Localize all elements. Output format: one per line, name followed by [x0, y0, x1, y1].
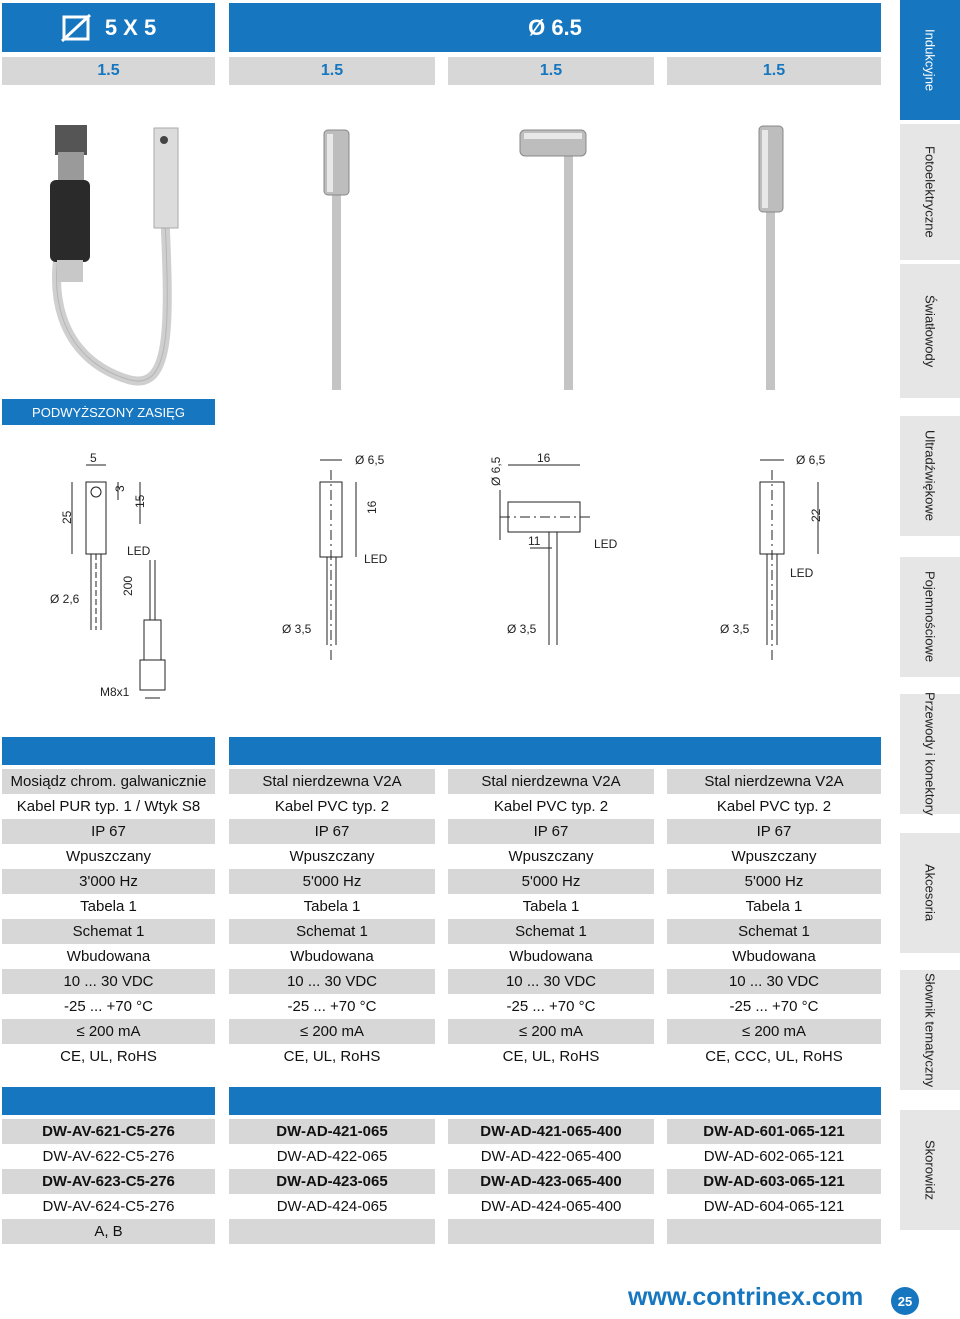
range-3: 1.5: [448, 57, 654, 85]
spec-voltage: 10 ... 30 VDC: [667, 969, 881, 994]
spec-approvals: CE, UL, RoHS: [502, 1048, 600, 1065]
spec-schema: Schemat 1: [229, 919, 435, 944]
spec-current: ≤ 200 mA: [448, 1019, 654, 1044]
d1-a: 3: [113, 485, 127, 492]
d2-len: 16: [365, 500, 379, 514]
d2-dia: Ø 6,5: [355, 453, 385, 467]
spec-material: Stal nierdzewna V2A: [667, 769, 881, 794]
technical-drawings: [0, 440, 895, 720]
spec-cable: Kabel PUR typ. 1 / Wtyk S8: [16, 798, 201, 815]
d3-cable: Ø 3,5: [507, 622, 537, 636]
spec-temperature: -25 ... +70 °C: [64, 998, 153, 1015]
d4-cable: Ø 3,5: [720, 622, 750, 636]
spec-bar-2: [229, 737, 881, 765]
spec-table: Tabela 1: [303, 898, 361, 915]
spec-material: Stal nierdzewna V2A: [448, 769, 654, 794]
spec-frequency: 3'000 Hz: [2, 869, 215, 894]
spec-material: Mosiądz chrom. galwanicznie: [2, 769, 215, 794]
spec-mounting: Wpuszczany: [508, 848, 594, 865]
part-filler: [229, 1219, 435, 1244]
spec-voltage: 10 ... 30 VDC: [2, 969, 215, 994]
spec-cable: Kabel PVC typ. 2: [274, 798, 390, 815]
parts-column-4: [667, 1119, 881, 1244]
spec-protection: IP 67: [448, 819, 654, 844]
spec-cable: Kabel PVC typ. 2: [716, 798, 832, 815]
part-number: DW-AD-423-065: [229, 1169, 435, 1194]
tab-capacitive[interactable]: [900, 557, 960, 677]
specs-column-2: [229, 769, 435, 1069]
parts-bar-1: [2, 1087, 215, 1115]
spec-protection: IP 67: [667, 819, 881, 844]
d1-cable: 200: [121, 575, 135, 596]
part-number: DW-AD-422-065-400: [480, 1148, 622, 1165]
parts-column-3: [448, 1119, 654, 1244]
spec-schema: Schemat 1: [448, 919, 654, 944]
spec-voltage: 10 ... 30 VDC: [448, 969, 654, 994]
d3-dia: Ø 6,5: [489, 456, 503, 486]
range-2: 1.5: [229, 57, 435, 85]
spec-led: Wbudowana: [290, 948, 374, 965]
header-right-title: Ø 6.5: [528, 14, 582, 40]
tab-index[interactable]: [900, 1110, 960, 1230]
header-right: [229, 3, 881, 52]
spec-table: Tabela 1: [522, 898, 580, 915]
range-4: 1.5: [667, 57, 881, 85]
d1-dia: Ø 2,6: [50, 592, 80, 606]
spec-table: Tabela 1: [745, 898, 803, 915]
tab-inductive[interactable]: [900, 0, 960, 120]
spec-protection: IP 67: [2, 819, 215, 844]
tab-label: Przewody i konektory: [922, 692, 938, 816]
spec-led: Wbudowana: [509, 948, 593, 965]
product-photos: [0, 90, 895, 400]
d1-conn: M8x1: [100, 685, 130, 699]
spec-mounting: Wpuszczany: [731, 848, 817, 865]
product-photo-cylinder-angled: [520, 130, 586, 390]
spec-frequency: 5'000 Hz: [229, 869, 435, 894]
d4-dia: Ø 6,5: [796, 453, 826, 467]
tab-fiber-optics[interactable]: [900, 264, 960, 398]
part-number: DW-AD-604-065-121: [703, 1198, 845, 1215]
parts-bar-2: [229, 1087, 881, 1115]
tab-accessories[interactable]: [900, 833, 960, 953]
tab-glossary[interactable]: [900, 970, 960, 1090]
spec-mounting: Wpuszczany: [289, 848, 375, 865]
spec-material: Stal nierdzewna V2A: [229, 769, 435, 794]
tab-label: Światłowody: [922, 294, 938, 368]
part-number: DW-AV-623-C5-276: [2, 1169, 215, 1194]
spec-temperature: -25 ... +70 °C: [287, 998, 377, 1015]
part-number: DW-AD-421-065: [229, 1119, 435, 1144]
d3-led: LED: [594, 537, 618, 551]
spec-approvals: CE, CCC, UL, RoHS: [705, 1048, 843, 1065]
spec-bar-1: [2, 737, 215, 765]
part-number: DW-AV-624-C5-276: [42, 1198, 175, 1215]
d1-height: 25: [60, 510, 74, 524]
d4-len: 22: [809, 508, 823, 522]
spec-current: ≤ 200 mA: [2, 1019, 215, 1044]
spec-mounting: Wpuszczany: [65, 848, 152, 865]
page-number: 25: [891, 1287, 919, 1315]
spec-current: ≤ 200 mA: [667, 1019, 881, 1044]
d2-led: LED: [364, 552, 388, 566]
part-number: DW-AD-601-065-121: [667, 1119, 881, 1144]
tab-label: Pojemnościowe: [922, 571, 938, 663]
part-number: DW-AD-423-065-400: [448, 1169, 654, 1194]
spec-table: Tabela 1: [80, 898, 137, 915]
d3-len: 16: [537, 451, 551, 465]
spec-temperature: -25 ... +70 °C: [729, 998, 819, 1015]
spec-voltage: 10 ... 30 VDC: [229, 969, 435, 994]
spec-approvals: CE, UL, RoHS: [60, 1048, 157, 1065]
specs-column-4: [667, 769, 881, 1069]
tab-label: Akcesoria: [922, 864, 938, 922]
part-number: DW-AD-424-065-400: [480, 1198, 622, 1215]
tab-photoelectric[interactable]: [900, 124, 960, 260]
tab-cables-connectors[interactable]: [900, 694, 960, 814]
product-photo-cylinder-1: [324, 130, 349, 390]
d4-led: LED: [790, 566, 814, 580]
product-photo-cylinder-2: [759, 126, 783, 390]
part-number: DW-AD-602-065-121: [703, 1148, 845, 1165]
tab-label: Słownik tematyczny: [922, 972, 938, 1088]
d2-cable: Ø 3,5: [282, 622, 312, 636]
parts-column-1: [2, 1119, 215, 1244]
d1-b: 15: [133, 494, 147, 508]
header-left-title: 5 X 5: [104, 14, 157, 40]
d1-led: LED: [127, 544, 151, 558]
part-number: DW-AD-603-065-121: [667, 1169, 881, 1194]
part-number: DW-AD-422-065: [276, 1148, 388, 1165]
spec-current: ≤ 200 mA: [229, 1019, 435, 1044]
range-1: 1.5: [2, 57, 215, 85]
extended-range-badge: PODWYŻSZONY ZASIĘG: [2, 399, 215, 425]
spec-schema: Schemat 1: [667, 919, 881, 944]
spec-cable: Kabel PVC typ. 2: [493, 798, 609, 815]
parts-column-2: [229, 1119, 435, 1244]
square-sensor-icon: [61, 14, 91, 42]
part-filler: [448, 1219, 654, 1244]
tab-label: Indukcyjne: [922, 28, 938, 92]
spec-led: Wbudowana: [66, 948, 151, 965]
specs-column-1: [2, 769, 215, 1069]
part-note: A, B: [2, 1219, 215, 1244]
part-number: DW-AD-424-065: [276, 1198, 388, 1215]
spec-schema: Schemat 1: [2, 919, 215, 944]
spec-frequency: 5'000 Hz: [667, 869, 881, 894]
specs-column-3: [448, 769, 654, 1069]
spec-frequency: 5'000 Hz: [448, 869, 654, 894]
part-number: DW-AV-622-C5-276: [42, 1148, 175, 1165]
spec-protection: IP 67: [229, 819, 435, 844]
spec-approvals: CE, UL, RoHS: [283, 1048, 381, 1065]
footer-url[interactable]: www.contrinex.com: [628, 1283, 864, 1311]
spec-led: Wbudowana: [732, 948, 816, 965]
part-number: DW-AV-621-C5-276: [2, 1119, 215, 1144]
header-left: [2, 3, 215, 52]
tab-label: Ultradźwiękowe: [922, 430, 938, 522]
spec-temperature: -25 ... +70 °C: [506, 998, 596, 1015]
d3-gap: 11: [528, 534, 541, 548]
tab-label: Fotoelektryczne: [922, 146, 938, 238]
part-number: DW-AD-421-065-400: [448, 1119, 654, 1144]
tab-ultrasonic[interactable]: [900, 416, 960, 536]
product-photo-square-sensor: [50, 125, 178, 381]
part-filler: [667, 1219, 881, 1244]
d1-width: 5: [90, 451, 97, 465]
tab-label: Skorowidz: [922, 1140, 938, 1200]
